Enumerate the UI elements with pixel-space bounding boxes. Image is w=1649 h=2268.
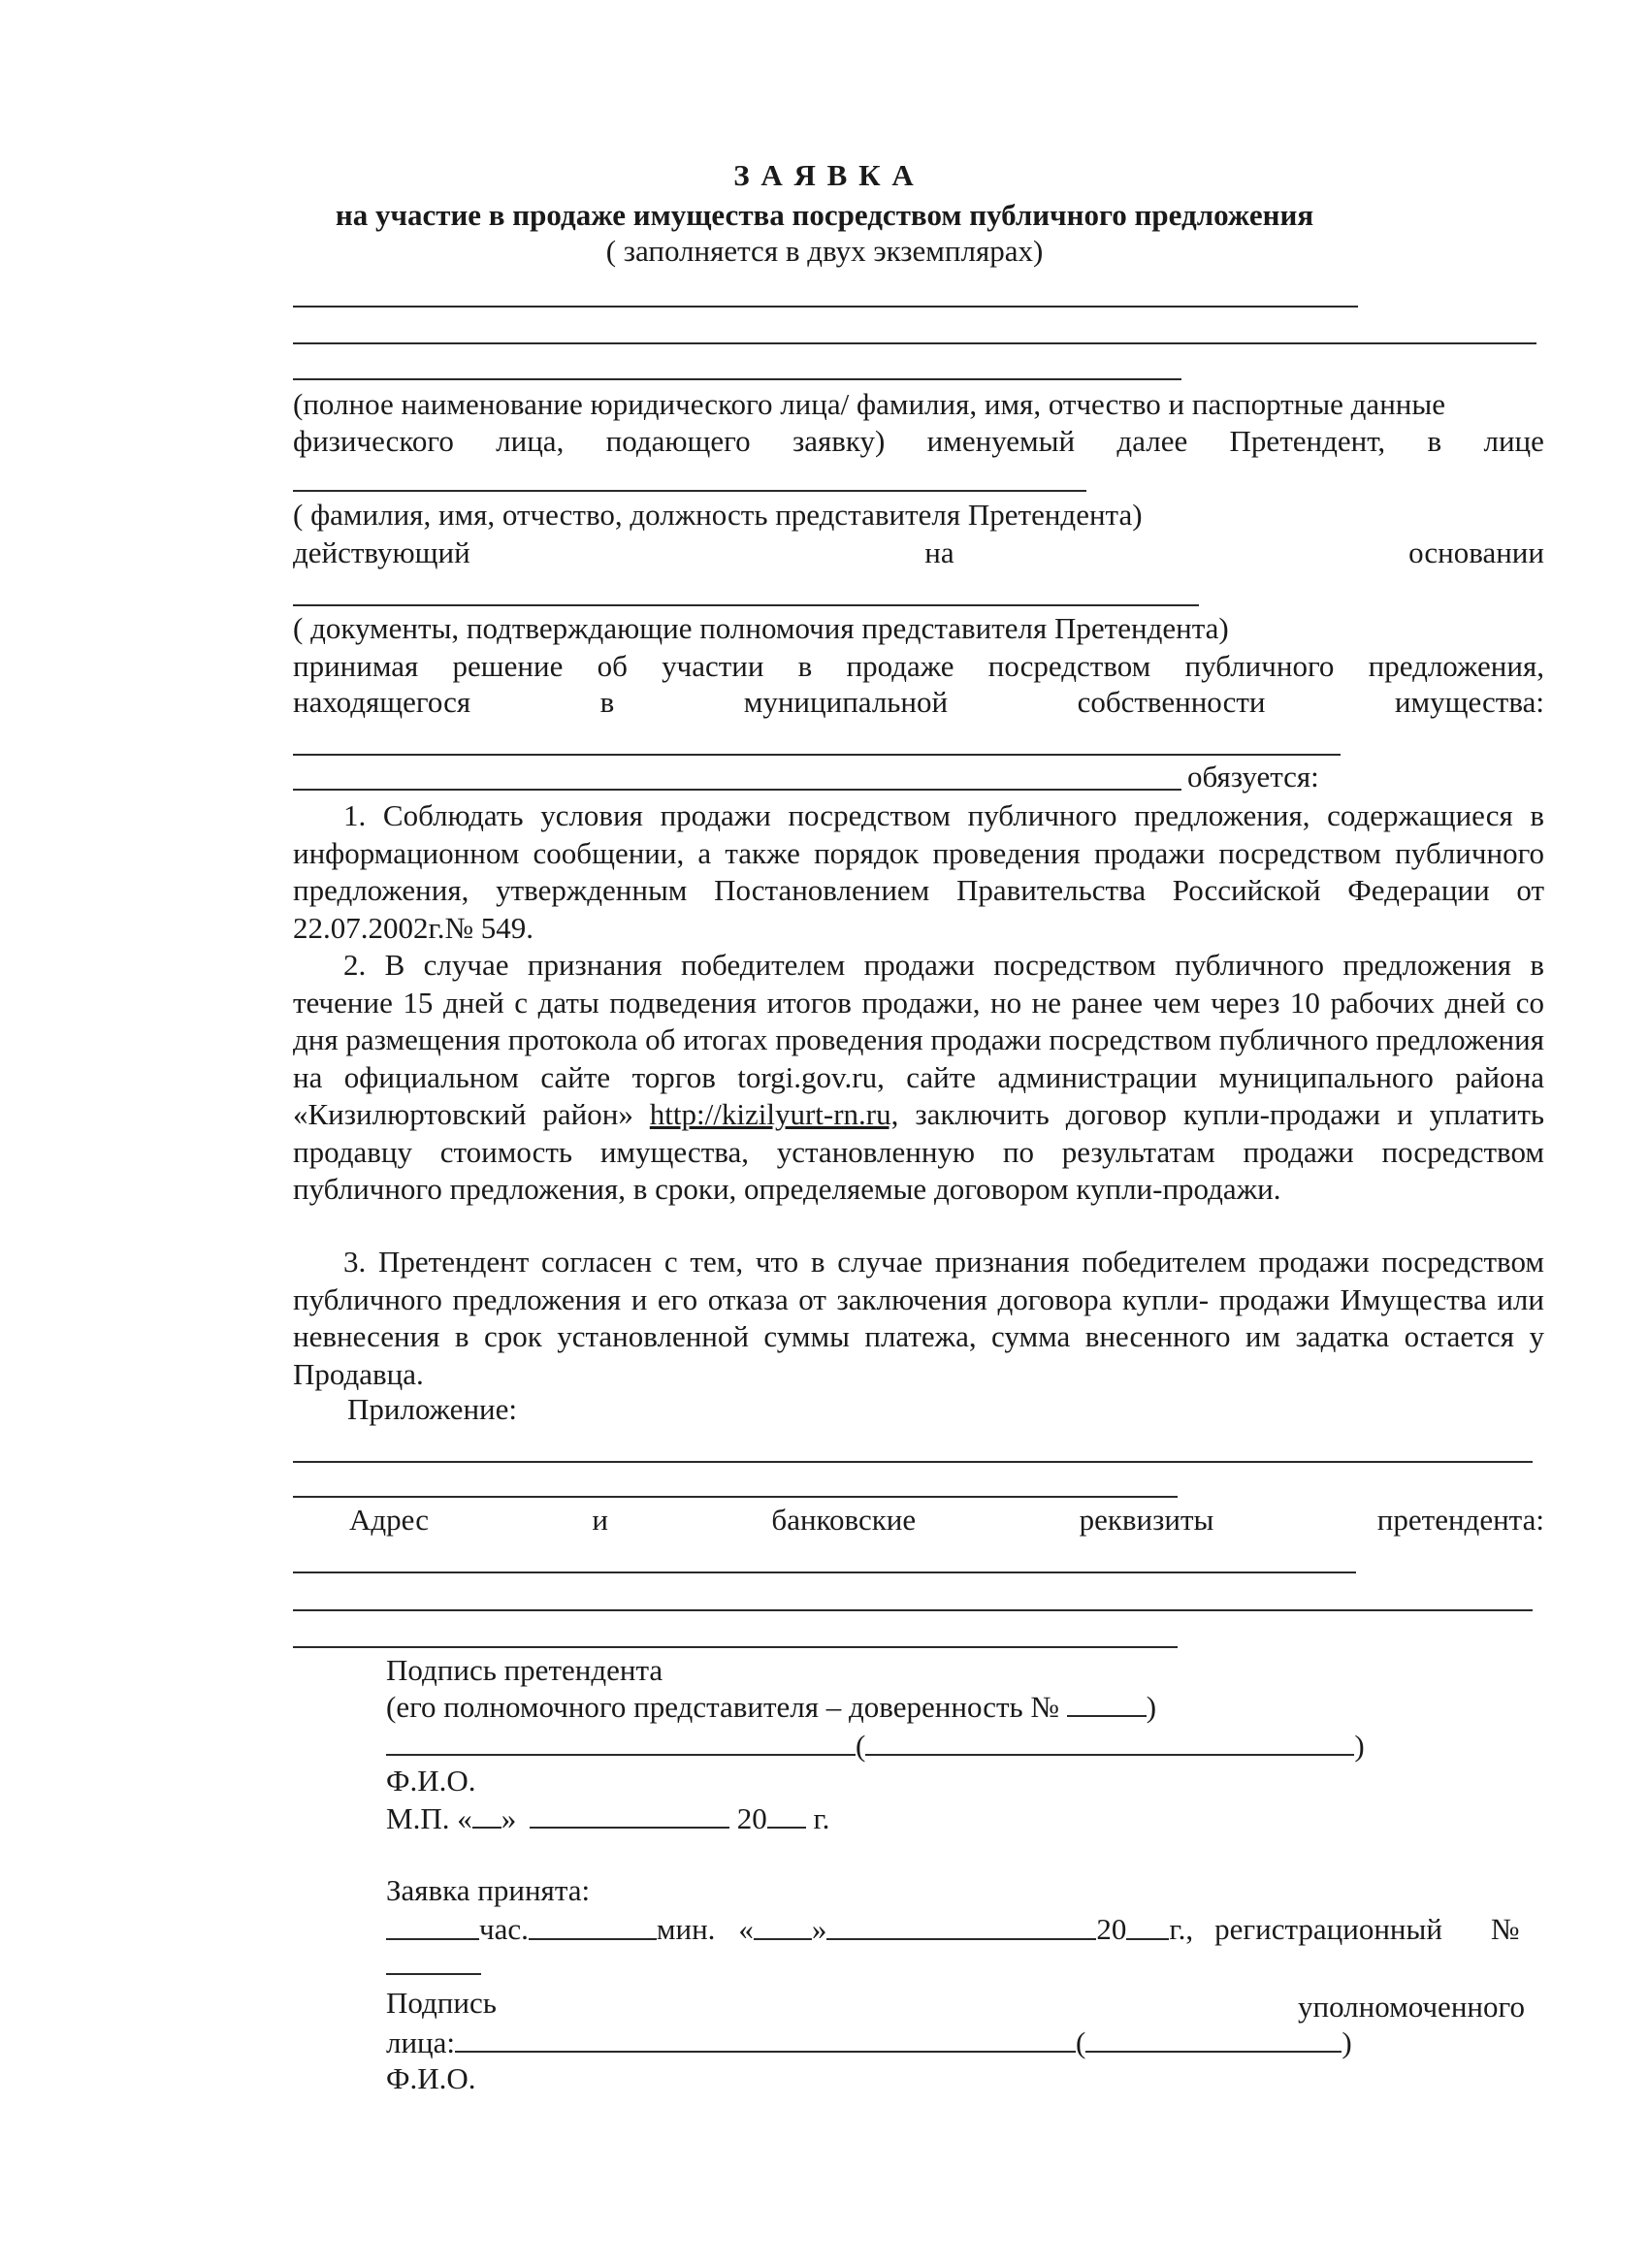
proxy-close-paren: ) xyxy=(1146,1690,1157,1724)
clause-text: в информационном сообщении, а также порядок проведения продажи посредством xyxy=(293,798,1545,870)
decision-line-1 xyxy=(293,648,1544,685)
open-paren: ( xyxy=(856,1729,866,1763)
district-site-link[interactable]: http://kizilyurt-rn.ru, xyxy=(649,1097,899,1131)
caption-word: далее xyxy=(1116,424,1188,458)
registration-label: регистрационный xyxy=(1214,1912,1442,1946)
hour-field[interactable] xyxy=(386,1911,479,1940)
acting-word: действующий xyxy=(293,535,470,569)
caption-word: Претендент, xyxy=(1229,424,1386,458)
clause-1 xyxy=(293,797,1544,947)
clause-number: 3. xyxy=(343,1245,367,1279)
person-label: лица: xyxy=(386,2025,456,2059)
clause-text: дней со дня размещения протокола об итогах проведения продажи посредством xyxy=(293,985,1544,1056)
caption-word: именуемый xyxy=(926,424,1076,458)
applicant-name-line-1[interactable] xyxy=(293,306,1358,308)
acting-word: на xyxy=(924,535,954,569)
clause-text: договором купли-продажи. xyxy=(933,1172,1281,1206)
authority-docs-caption: ( документы, подтверждающие полномочия представителя Претендента) xyxy=(293,611,1229,645)
address-word: претендента: xyxy=(1376,1503,1544,1537)
form-note: ( заполняется в двух экземплярах) xyxy=(605,234,1044,268)
quote-close: » xyxy=(811,1912,827,1946)
clause-text: В случае признания победителем продажи посредством публичного предложения в xyxy=(384,948,1544,982)
address-word: банковские xyxy=(771,1503,917,1537)
property-line-1[interactable] xyxy=(293,754,1341,756)
stamp-date-line xyxy=(386,1799,829,1837)
proxy-number-field[interactable] xyxy=(1067,1688,1147,1717)
representative-line[interactable] xyxy=(293,490,1086,492)
authorized-name-field[interactable] xyxy=(1085,2024,1342,2053)
form-title: З А Я В К А xyxy=(733,158,916,192)
attachment-line-1[interactable] xyxy=(293,1461,1533,1463)
signature-field[interactable] xyxy=(386,1727,856,1756)
clause-text: Федерации от 22.07.2002г.№ 549. xyxy=(293,873,1545,945)
acting-word: основании xyxy=(1408,535,1544,569)
address-line-2[interactable] xyxy=(293,1609,1533,1611)
authorized-fio-label: Ф.И.О. xyxy=(386,2061,476,2095)
clause-text: Претендент согласен с тем, что в случае признания победителем продажи xyxy=(378,1245,1370,1279)
attachment-line-2[interactable] xyxy=(293,1496,1178,1498)
accepted-year-prefix: 20 xyxy=(1096,1912,1127,1946)
signature-name-field[interactable] xyxy=(865,1727,1354,1756)
authority-docs-line[interactable] xyxy=(293,604,1199,606)
address-word: Адрес xyxy=(349,1503,429,1537)
registration-number-field[interactable] xyxy=(386,1973,481,1975)
authorized-signature-field[interactable] xyxy=(455,2024,1076,2053)
day-field[interactable] xyxy=(472,1799,501,1829)
representative-caption: ( фамилия, имя, отчество, должность представителя Претендента) xyxy=(293,498,1143,532)
proxy-text: (его полномочного представителя – доверенность № xyxy=(386,1690,1060,1724)
attachment-label: Приложение: xyxy=(347,1392,517,1426)
decision-text: принимая решение об участии в продаже посредством публичного предложения, xyxy=(293,649,1544,683)
applicant-name-line-2[interactable] xyxy=(293,342,1536,344)
clause-2 xyxy=(293,947,1544,1209)
applicant-name-line-3[interactable] xyxy=(293,378,1181,380)
clause-text: продажи Имущества или невнесения в срок установленной суммы платежа, сумма xyxy=(293,1281,1544,1353)
accepted-year-suffix: г., xyxy=(1169,1912,1194,1946)
accepted-time-line xyxy=(386,1911,1544,1948)
authorized-signature-label: Подпись xyxy=(386,1986,497,2020)
month-field[interactable] xyxy=(530,1799,729,1829)
close-paren: ) xyxy=(1342,2025,1352,2059)
clause-text: публичного предложения на официальном сайте торгов torgi.gov.ru, сайте администрации xyxy=(293,1022,1544,1094)
clause-number: 2. xyxy=(343,948,367,982)
authorized-person-label: уполномоченного xyxy=(1298,1990,1525,2024)
decision-line-2 xyxy=(293,684,1544,721)
accepted-year-field[interactable] xyxy=(1126,1911,1169,1940)
clause-text: публичного предложения, утвержденным Постановлением Правительства Российской xyxy=(293,835,1545,907)
minute-field[interactable] xyxy=(529,1911,657,1940)
decision-word: собственности xyxy=(1077,685,1266,719)
address-word: и xyxy=(592,1503,608,1537)
clause-text: заключить договор xyxy=(915,1097,1167,1131)
clause-number: 1. xyxy=(343,798,367,832)
caption-word: лица, xyxy=(496,424,565,458)
decision-word: находящегося xyxy=(293,685,471,719)
clause-text: муниципального района «Кизилюртовский район» xyxy=(293,1059,1544,1131)
caption-word: физического xyxy=(293,424,454,458)
signature-label: Подпись претендента xyxy=(386,1653,663,1687)
decision-word: муниципальной xyxy=(743,685,949,719)
fio-label: Ф.И.О. xyxy=(386,1764,476,1798)
address-line-1[interactable] xyxy=(293,1571,1356,1573)
address-word: реквизиты xyxy=(1079,1503,1214,1537)
clause-text: результатам продажи посредством публичного предложения, в сроки, определяемые xyxy=(293,1134,1545,1206)
applicant-caption-1: (полное наименование юридического лица/ фамилия, имя, отчество и паспортные данные xyxy=(293,387,1445,421)
acting-line xyxy=(293,535,1544,571)
clause-text: купли-продажи и уплатить продавцу стоимость имущества, установленную по xyxy=(293,1097,1545,1169)
clause-text: внесенного им задатка остается у Продавца. xyxy=(293,1319,1544,1391)
caption-word: лице xyxy=(1483,424,1544,458)
caption-word: подающего xyxy=(605,424,751,458)
proxy-line xyxy=(386,1688,1156,1726)
decision-word: имущества: xyxy=(1394,685,1544,719)
mp-label: М.П. « xyxy=(386,1801,472,1835)
accepted-day-field[interactable] xyxy=(754,1911,812,1940)
number-sign: № xyxy=(1490,1912,1520,1946)
caption-word: заявку) xyxy=(792,424,886,458)
accepted-label: Заявка принята: xyxy=(386,1873,591,1907)
address-bank-label xyxy=(349,1502,1544,1539)
authorized-signature-line xyxy=(386,2024,1352,2061)
hour-label: час. xyxy=(479,1912,529,1946)
property-line-2[interactable] xyxy=(293,789,1181,791)
address-line-3[interactable] xyxy=(293,1646,1178,1648)
form-subtitle: на участие в продаже имущества посредством публичного предложения xyxy=(335,198,1314,232)
accepted-month-field[interactable] xyxy=(826,1911,1096,1940)
clause-text: течение 15 дней с даты подведения итогов продажи, но не ранее чем через 10 рабочих xyxy=(293,985,1435,1020)
year-field[interactable] xyxy=(767,1799,806,1829)
applicant-caption-2 xyxy=(293,423,1544,460)
clause-text: Соблюдать условия продажи посредством публичного предложения, содержащиеся xyxy=(382,798,1513,832)
obliges-label: обязуется: xyxy=(1187,760,1319,794)
year-prefix: 20 xyxy=(736,1801,767,1835)
quote-close: » xyxy=(501,1801,517,1835)
close-paren: ) xyxy=(1354,1729,1365,1763)
clause-3 xyxy=(293,1244,1544,1393)
year-suffix: г. xyxy=(813,1801,830,1835)
decision-word: в xyxy=(599,685,615,719)
signature-line xyxy=(386,1727,1365,1765)
minute-label: мин. xyxy=(656,1912,716,1946)
clause-text: посредством публичного предложения и его отказа от заключения договора купли- xyxy=(293,1245,1545,1316)
quote-open: « xyxy=(738,1912,754,1946)
caption-word: в xyxy=(1427,424,1442,458)
open-paren: ( xyxy=(1076,2025,1086,2059)
